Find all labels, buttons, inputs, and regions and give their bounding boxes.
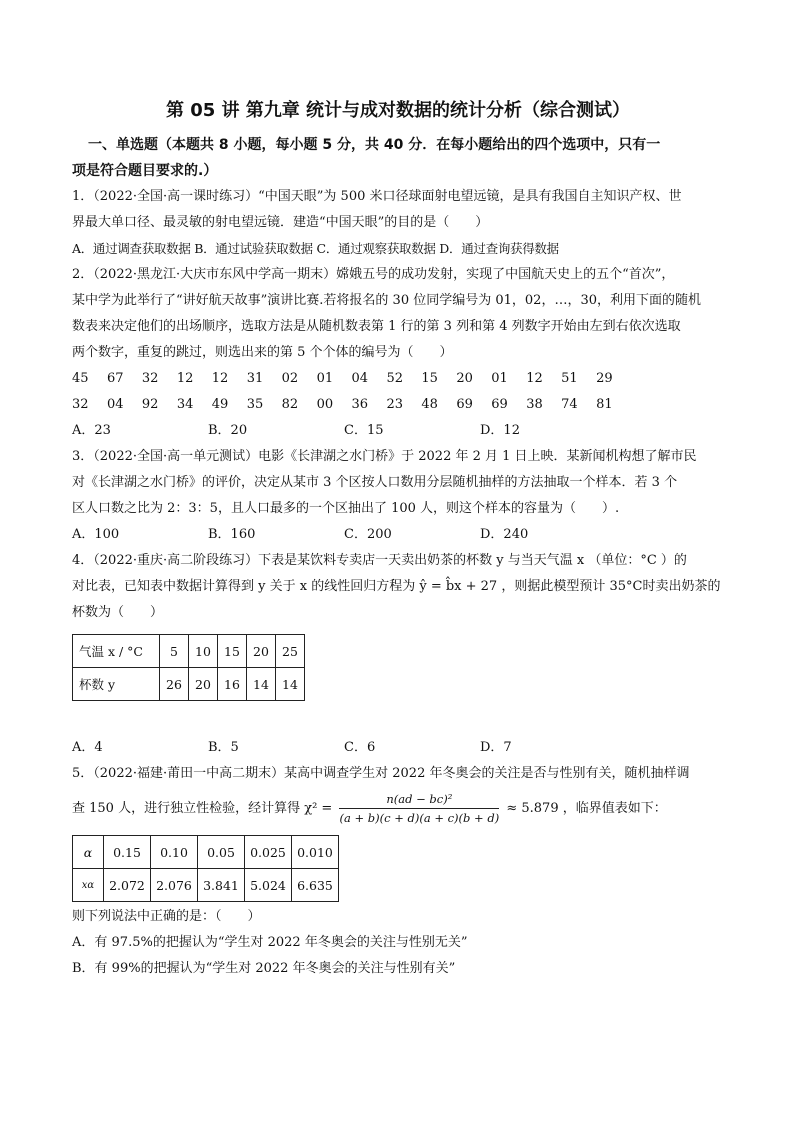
q4-line3: 杯数为（ ） <box>72 605 164 620</box>
table-cell: 2.076 <box>151 869 198 902</box>
table-header-cell: 杯数 y <box>73 668 160 701</box>
q5-line2-post: ≈ 5.879 ，临界值表如下： <box>506 801 667 816</box>
q2-line3: 数表来决定他们的出场顺序，选取方法是从随机数表第 1 行的第 3 列和第 4 列数字开始由左到右依次选取 <box>72 319 681 334</box>
table-cell: 0.05 <box>198 836 245 869</box>
table-row <box>73 869 339 902</box>
q4-option-b: B．5 <box>208 740 239 755</box>
q3-options <box>72 522 724 548</box>
q4-option-a: A．4 <box>72 740 103 755</box>
page-title: 第 05 讲 第九章 统计与成对数据的统计分析（综合测试） <box>165 100 631 121</box>
section-heading-line2: 项是符合题目要求的.） <box>72 163 218 179</box>
table-cell: 25 <box>276 635 305 668</box>
q4-line2: 对比表，已知表中数据计算得到 y 关于 x 的线性回归方程为 ŷ = b̂x + 27 ，则据此模型预计 35°C时卖出奶茶的 <box>72 579 721 594</box>
q2-line2: 某中学为此举行了“讲好航天故事”演讲比赛.若将报名的 30 位同学编号为 01，02，…，30，利用下面的随机 <box>72 293 701 308</box>
q1-line1: 1．（2022·全国·高一课时练习）“中国天眼”为 500 米口径球面射电望远镜，是具有我国自主知识产权、世 <box>72 189 682 204</box>
q3-option-d: D．240 <box>480 527 529 542</box>
q4-line1: 4．（2022·重庆·高二阶段练习）下表是某饮料专卖店一天卖出奶茶的杯数 y 与当天气温 x （单位：°C ）的 <box>72 553 687 568</box>
table-cell: 0.10 <box>151 836 198 869</box>
q5-line3: 则下列说法中正确的是：（ ） <box>72 909 261 924</box>
table-cell: 14 <box>276 668 305 701</box>
q5-line2-pre: 查 150 人，进行独立性检验，经计算得 χ² = <box>72 801 333 816</box>
question-5 <box>72 761 724 982</box>
table-cell: 26 <box>160 668 189 701</box>
table-cell: 0.15 <box>104 836 151 869</box>
table-row <box>73 635 305 668</box>
q2-options <box>72 418 724 444</box>
critical-value-table <box>72 835 339 902</box>
table-header-cell: xα <box>73 869 104 902</box>
question-4 <box>72 548 724 761</box>
table-header-cell: 气温 x / °C <box>73 635 160 668</box>
formula-numerator: n(ad − bc)² <box>339 792 499 809</box>
q1-line2: 界最大单口径、最灵敏的射电望远镜．建造“中国天眼”的目的是（ ） <box>72 215 489 230</box>
table-header-cell: α <box>73 836 104 869</box>
question-1 <box>72 184 724 262</box>
table-cell: 16 <box>218 668 247 701</box>
q5-line2 <box>72 787 724 831</box>
temperature-cups-table <box>72 634 305 701</box>
q2-line1: 2．（2022·黑龙江·大庆市东风中学高一期末）嫦娥五号的成功发射，实现了中国航天史上的五个“首次”， <box>72 267 675 282</box>
random-table-row-2: 32 04 92 34 49 35 82 00 36 23 48 69 69 38 74 81 <box>72 397 613 412</box>
q5-option-b: B．有 99%的把握认为“学生对 2022 年冬奥会的关注与性别有关” <box>72 961 456 976</box>
q1-options: A．通过调查获取数据 B．通过试验获取数据 C．通过观察获取数据 D．通过查询获得数据 <box>72 241 559 256</box>
table-cell: 0.010 <box>292 836 339 869</box>
q2-option-c: C．15 <box>344 423 384 438</box>
q3-line3: 区人口数之比为 2：3：5，且人口最多的一个区抽出了 100 人，则这个样本的容量为（ ）. <box>72 501 620 516</box>
table-cell: 0.025 <box>245 836 292 869</box>
section-heading <box>72 132 724 184</box>
table-cell: 3.841 <box>198 869 245 902</box>
q3-option-b: B．160 <box>208 527 256 542</box>
table-row <box>73 836 339 869</box>
random-table-row-1: 45 67 32 12 12 31 02 01 04 52 15 20 01 12 51 29 <box>72 371 613 386</box>
formula-denominator: (a + b)(c + d)(a + c)(b + d) <box>339 811 500 825</box>
table-cell: 5 <box>160 635 189 668</box>
q4-option-d: D．7 <box>480 740 512 755</box>
q5-option-a: A．有 97.5%的把握认为“学生对 2022 年冬奥会的关注与性别无关” <box>72 935 468 950</box>
table-cell: 20 <box>247 635 276 668</box>
table-cell: 5.024 <box>245 869 292 902</box>
q4-options <box>72 735 724 761</box>
question-3 <box>72 444 724 548</box>
table-cell: 10 <box>189 635 218 668</box>
table-cell: 15 <box>218 635 247 668</box>
q3-line2: 对《长津湖之水门桥》的评价，决定从某市 3 个区按人口数用分层随机抽样的方法抽取一个样本．若 3 个 <box>72 475 678 490</box>
table-cell: 2.072 <box>104 869 151 902</box>
q4-option-c: C．6 <box>344 740 376 755</box>
table-cell: 14 <box>247 668 276 701</box>
q2-option-b: B．20 <box>208 423 248 438</box>
q2-option-d: D．12 <box>480 423 520 438</box>
q2-option-a: A．23 <box>72 423 111 438</box>
q3-option-c: C．200 <box>344 527 392 542</box>
q5-line1: 5．（2022·福建·莆田一中高二期末）某高中调查学生对 2022 年冬奥会的关注是否与性别有关，随机抽样调 <box>72 766 690 781</box>
question-2 <box>72 262 724 444</box>
section-heading-line1: 一、单选题（本题共 8 小题，每小题 5 分，共 40 分．在每小题给出的四个选项中，只有一 <box>88 137 661 153</box>
q3-option-a: A．100 <box>72 527 120 542</box>
chi-square-formula <box>339 792 499 825</box>
document-page <box>72 96 724 982</box>
q3-line1: 3．（2022·全国·高一单元测试）电影《长津湖之水门桥》于 2022 年 2 月 1 日上映．某新闻机构想了解市民 <box>72 449 697 464</box>
table-cell: 20 <box>189 668 218 701</box>
table-row <box>73 668 305 701</box>
table-cell: 6.635 <box>292 869 339 902</box>
q2-line4: 两个数字，重复的跳过，则选出来的第 5 个个体的编号为（ ） <box>72 345 453 360</box>
